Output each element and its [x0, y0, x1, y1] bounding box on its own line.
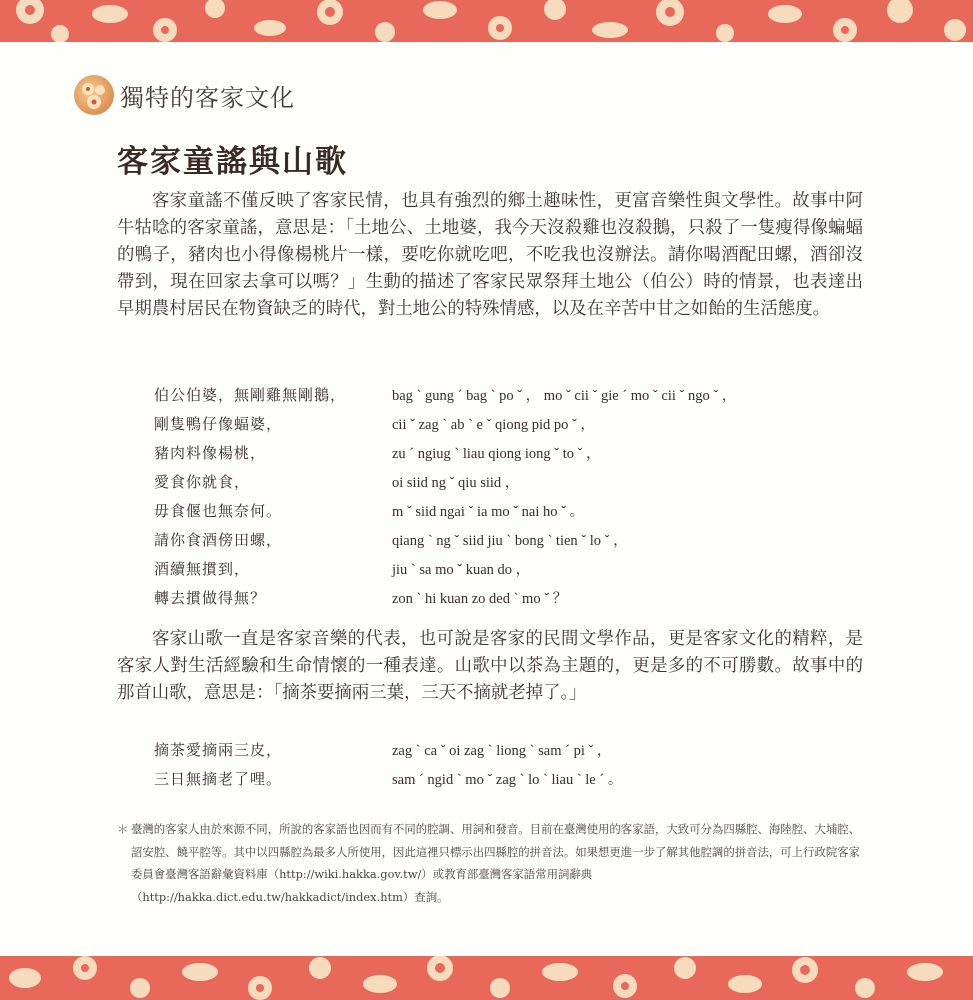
footnote-text: 臺灣的客家人由於來源不同，所說的客家語也因而有不同的腔調、用詞和發音。目前在臺灣使用的客家語，大致可分為四縣腔、海陸腔、大埔腔、詔安腔、饒平腔等。其中以四縣腔為最多人所使用，因此這裡只標示出四縣腔的拼音法。如果想更進一步了解其他腔調的拼音法，可上行政院客家委員會臺灣客語辭彙資料庫（http://wiki.hakka.gov.tw/）或教育部臺灣客家語常用詞辭典（http://hakka.dict.edu.tw/hakkadict/index.htm）查詢。	[131, 822, 861, 904]
verse-line	[154, 380, 736, 409]
verse-pinyin: m ˇ siid ngai ˇ ia mo ˇ nai ho ˇ 。	[392, 504, 585, 520]
verse-pinyin: zag ˋ ca ˇ oi zag ˋ liong ˋ sam ˊ pi ˇ ，	[392, 743, 612, 759]
section-header	[74, 74, 295, 116]
floral-pattern-icon	[0, 956, 973, 1000]
verse-line	[154, 583, 736, 612]
verse-pinyin: qiang ˋ ng ˇ siid jiu ˋ bong ˋ tien ˇ lo ˇ ，	[392, 533, 628, 549]
verse-chinese: 轉去摜做得無？	[154, 589, 267, 607]
verse-pinyin: cii ˇ zag ˋ ab ˋ e ˇ qiong pid po ˇ ，	[392, 417, 595, 433]
verse-chinese: 毋食偃也無奈何。	[154, 502, 283, 520]
verse-chinese: 剛隻鴨仔像蝠婆，	[154, 415, 283, 433]
section-title: 獨特的客家文化	[120, 83, 295, 112]
verse-line	[154, 409, 736, 438]
verse-chinese: 酒續無摜到，	[154, 560, 251, 578]
verse-chinese: 愛食你就食，	[154, 473, 251, 491]
verse-line	[154, 496, 736, 525]
nursery-rhyme-verse	[154, 380, 736, 612]
floral-top-border	[0, 0, 973, 42]
verse-line	[154, 467, 736, 496]
verse-pinyin: zu ˊ ngiug ˋ liau qiong iong ˇ to ˇ ，	[392, 446, 601, 462]
verse-line	[154, 764, 622, 793]
paragraph-mountain-songs: 客家山歌一直是客家音樂的代表，也可說是客家的民間文學作品，更是客家文化的精粹，是客家人對生活經驗和生命情懷的一種表達。山歌中以茶為主題的，更是多的不可勝數。故事中的那首山歌，意思是：「摘茶要摘兩三葉，三天不摘就老掉了。」	[117, 629, 863, 703]
verse-chinese: 豬肉料像楊桃，	[154, 444, 267, 462]
verse-line	[154, 554, 736, 583]
floral-bottom-border	[0, 956, 973, 1000]
floral-pattern-icon	[0, 0, 973, 42]
verse-line	[154, 735, 622, 764]
verse-line	[154, 438, 736, 467]
verse-chinese: 摘茶愛摘兩三皮，	[154, 741, 283, 759]
verse-chinese: 伯公伯婆，無剛雞無剛鵝，	[154, 386, 347, 404]
verse-pinyin: sam ˊ ngid ˋ mo ˇ zag ˋ lo ˋ liau ˋ le ˊ 。	[392, 772, 623, 788]
verse-line	[154, 525, 736, 554]
mountain-song-verse	[154, 735, 622, 793]
verse-chinese: 三日無摘老了哩。	[154, 770, 283, 788]
verse-pinyin: zon ˋ hi kuan zo ded ˋ mo ˇ ？	[392, 591, 568, 607]
footnote-mark: ＊	[117, 822, 129, 836]
paragraph-nursery-rhymes: 客家童謠不僅反映了客家民情，也具有強烈的鄉土趣味性，更富音樂性與文學性。故事中阿牛牯唸的客家童謠，意思是：「土地公、土地婆，我今天沒殺雞也沒殺鵝，只殺了一隻瘦得像蝙蝠的鴨子，豬肉也小得像楊桃片一樣，要吃你就吃吧，不吃我也沒辦法。請你喝酒配田螺，酒卻沒帶到，現在回家去拿可以嗎？」生動的描述了客家民眾祭拜土地公（伯公）時的情景，也表達出早期農村居民在物資缺乏的時代，對土地公的特殊情感，以及在辛苦中甘之如飴的生活態度。	[117, 191, 863, 319]
article-title: 客家童謠與山歌	[117, 144, 348, 180]
verse-pinyin: bag ˋ gung ˊ bag ˋ po ˇ ， mo ˇ cii ˇ gie ˊ mo ˇ cii ˇ ngo ˇ ，	[392, 388, 737, 404]
footnote	[117, 818, 867, 908]
hakka-flower-medallion-icon	[74, 75, 114, 115]
verse-pinyin: oi siid ng ˇ qiu siid ，	[392, 475, 520, 491]
verse-pinyin: jiu ˋ sa mo ˇ kuan do ，	[392, 562, 531, 578]
verse-chinese: 請你食酒傍田螺，	[154, 531, 283, 549]
